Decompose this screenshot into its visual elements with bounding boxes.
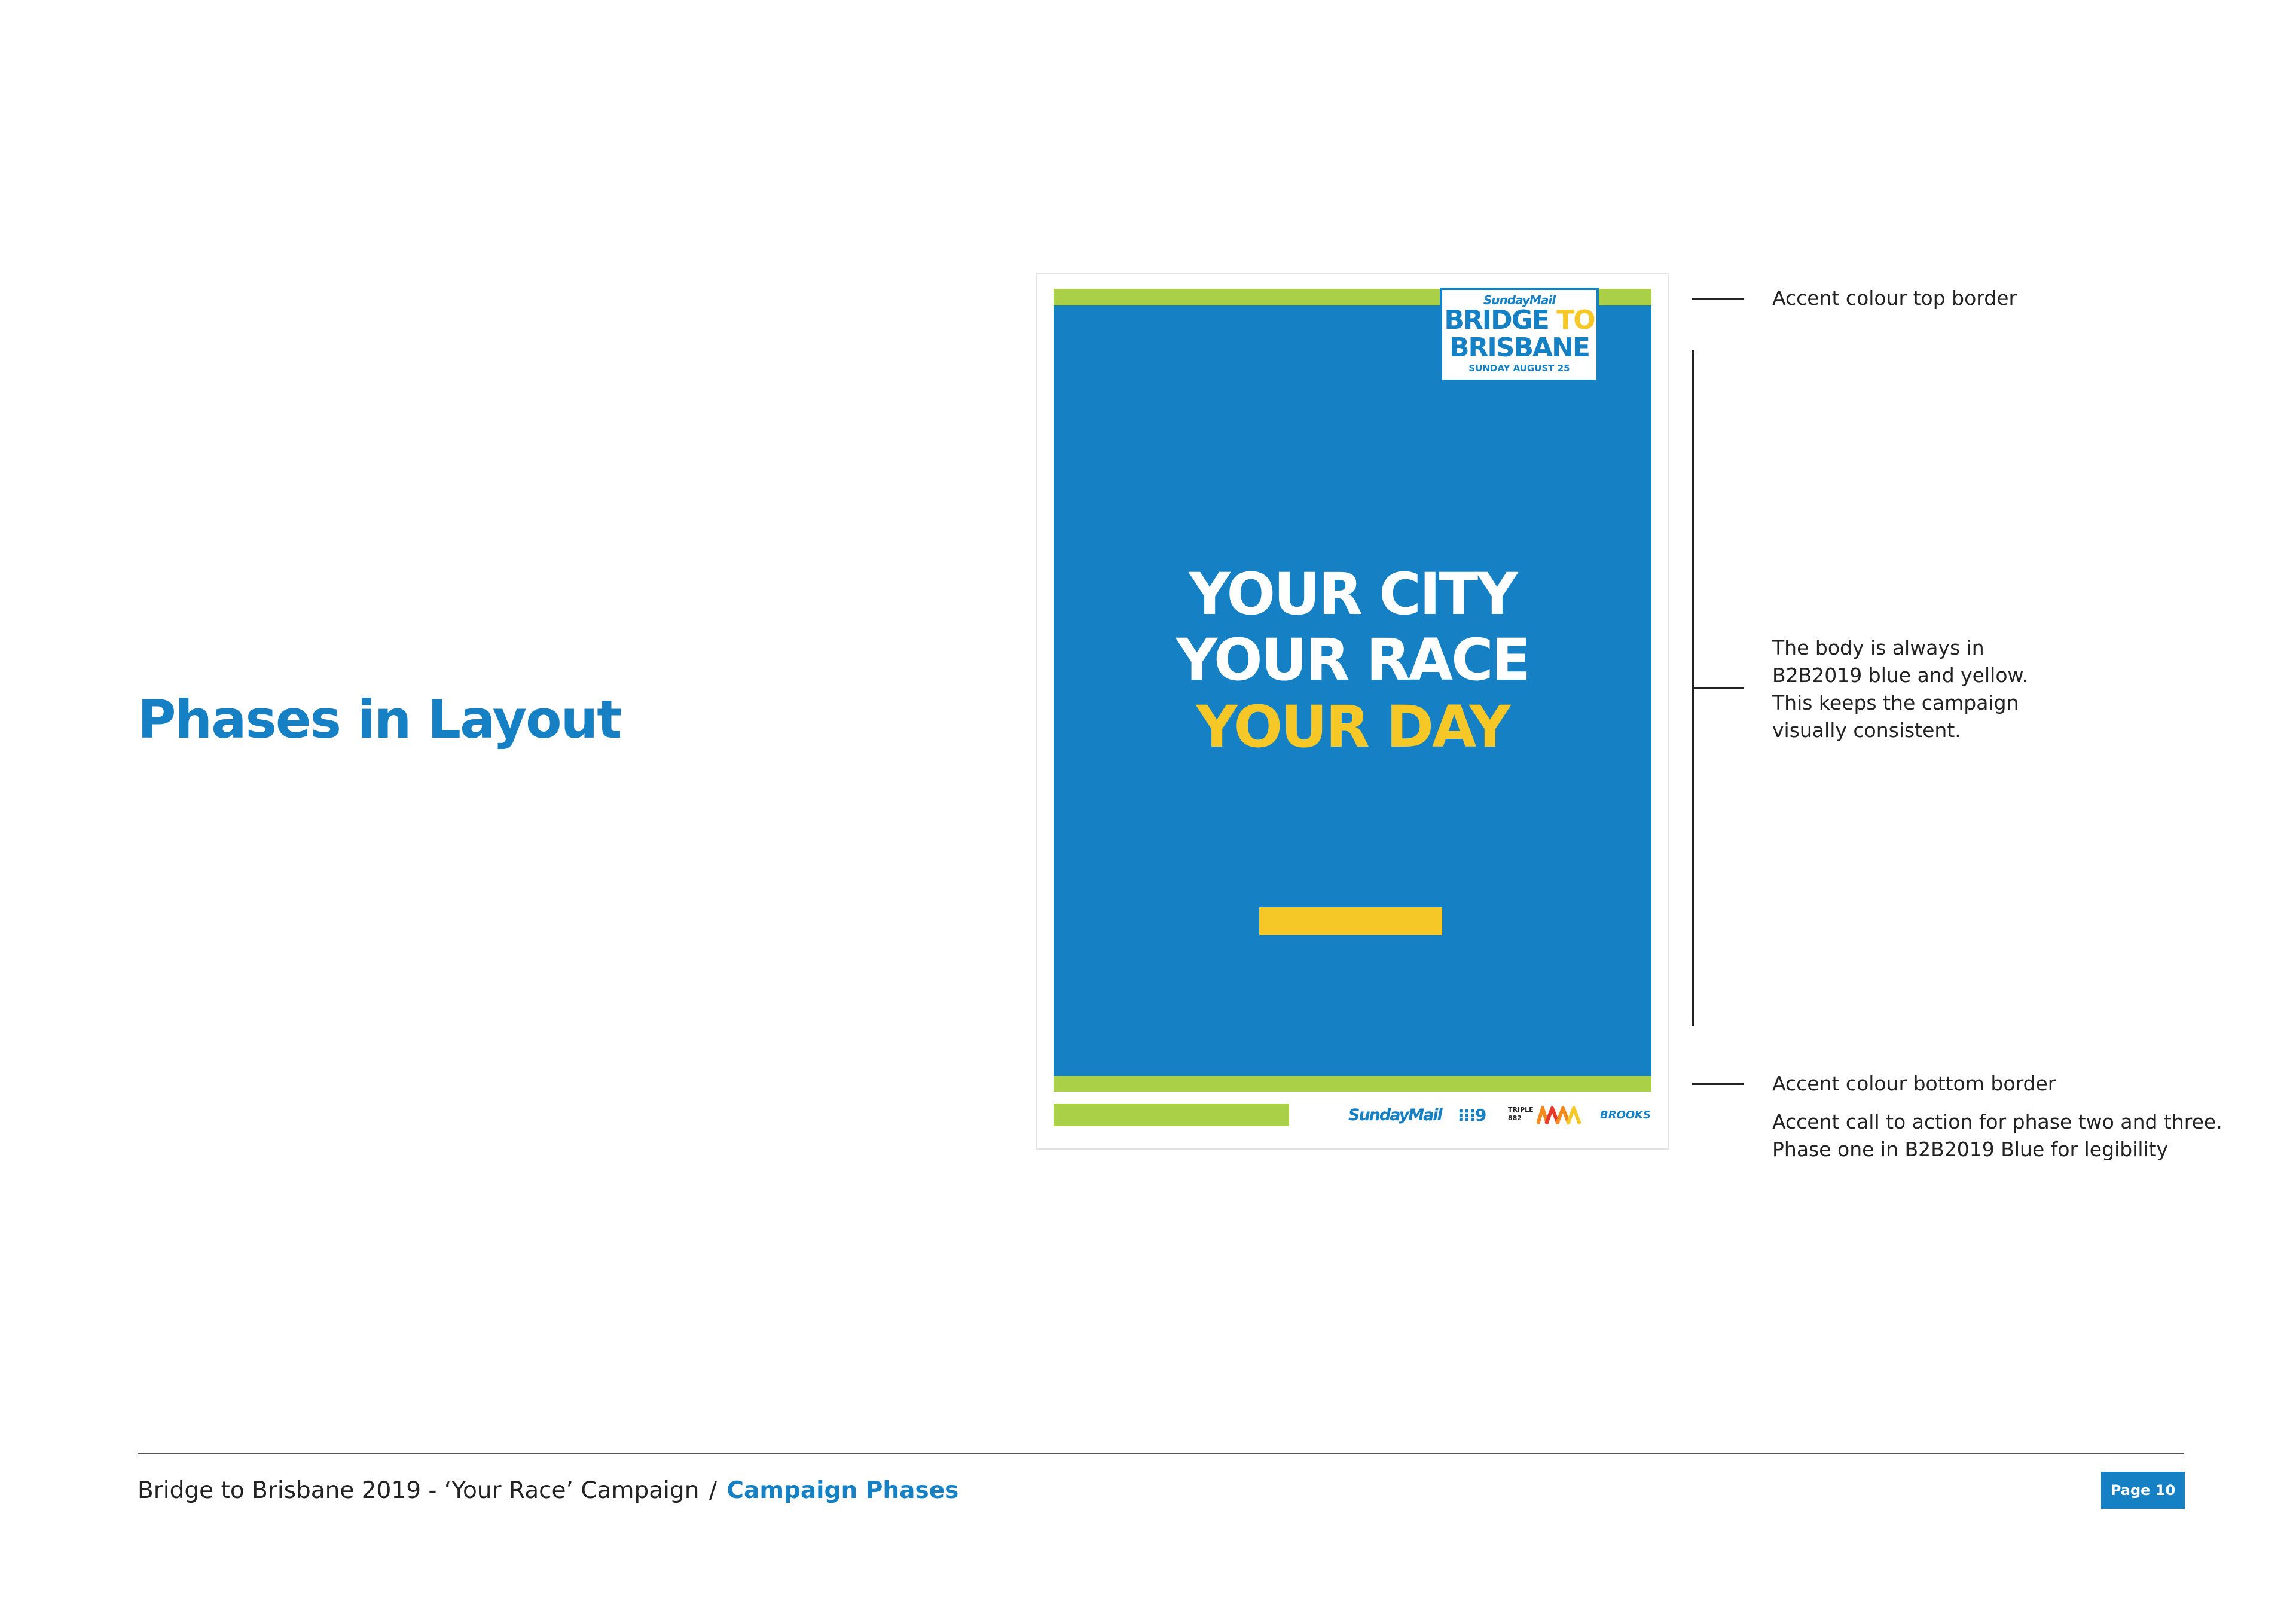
call-to-action-bar-footer xyxy=(1054,1104,1289,1126)
triple-m-logo-text xyxy=(1508,1106,1534,1123)
note-body-line: This keeps the campaign xyxy=(1772,691,2019,714)
triple-m-logo-top: TRIPLE xyxy=(1508,1106,1534,1114)
note-cta-line: Phase one in B2B2019 Blue for legibility xyxy=(1772,1138,2169,1161)
logo-line-1-bridge: BRIDGE xyxy=(1444,305,1549,335)
triple-m-icon xyxy=(1537,1106,1584,1125)
brooks-logo: BROOKS xyxy=(1600,1109,1651,1121)
bottom-border-leader-line xyxy=(1692,1083,1744,1085)
accent-bottom-border xyxy=(1054,1076,1651,1092)
logo-publisher: SundayMail xyxy=(1483,293,1556,307)
sunday-mail-logo: SundayMail xyxy=(1348,1106,1442,1124)
note-bottom-border: Accent colour bottom border xyxy=(1772,1072,2056,1095)
logo-line-1-to: TO xyxy=(1556,305,1595,335)
note-cta-line: Accent call to action for phase two and three. xyxy=(1772,1110,2222,1133)
footer-breadcrumb xyxy=(138,1473,958,1509)
call-to-action-bar xyxy=(1259,907,1442,935)
page-number-badge: Page 10 xyxy=(2101,1472,2185,1509)
page-title: Phases in Layout xyxy=(138,689,621,750)
note-body-line: The body is always in xyxy=(1772,636,1984,659)
headline-line-2: YOUR RACE xyxy=(1176,626,1529,693)
body-leader-line xyxy=(1692,687,1744,689)
logo-line-2: BRISBANE xyxy=(1449,332,1589,363)
bridge-to-brisbane-logo xyxy=(1440,288,1599,382)
note-body-line: B2B2019 blue and yellow. xyxy=(1772,664,2028,687)
note-body-line: visually consistent. xyxy=(1772,719,1961,742)
footer-document-title: Bridge to Brisbane 2019 - ‘Your Race’ Campaign xyxy=(138,1477,700,1504)
note-top-border: Accent colour top border xyxy=(1772,286,2017,310)
footer-separator: / xyxy=(709,1477,717,1504)
triple-m-logo xyxy=(1508,1104,1586,1127)
footer-section-title: Campaign Phases xyxy=(726,1477,959,1504)
channel-nine-logo: ⁝⁝⁝9 xyxy=(1458,1105,1486,1125)
logo-date: SUNDAY AUGUST 25 xyxy=(1468,363,1570,374)
note-body xyxy=(1772,634,2028,744)
note-call-to-action xyxy=(1772,1108,2222,1163)
footer-divider xyxy=(138,1453,2184,1454)
top-border-leader-line xyxy=(1692,298,1744,300)
headline-line-1: YOUR CITY xyxy=(1189,561,1516,628)
logo-line-1 xyxy=(1442,307,1596,334)
triple-m-logo-bottom: 882 xyxy=(1508,1114,1522,1122)
headline-line-3: YOUR DAY xyxy=(1196,693,1509,760)
triple-m-wave-4 xyxy=(1568,1108,1580,1124)
